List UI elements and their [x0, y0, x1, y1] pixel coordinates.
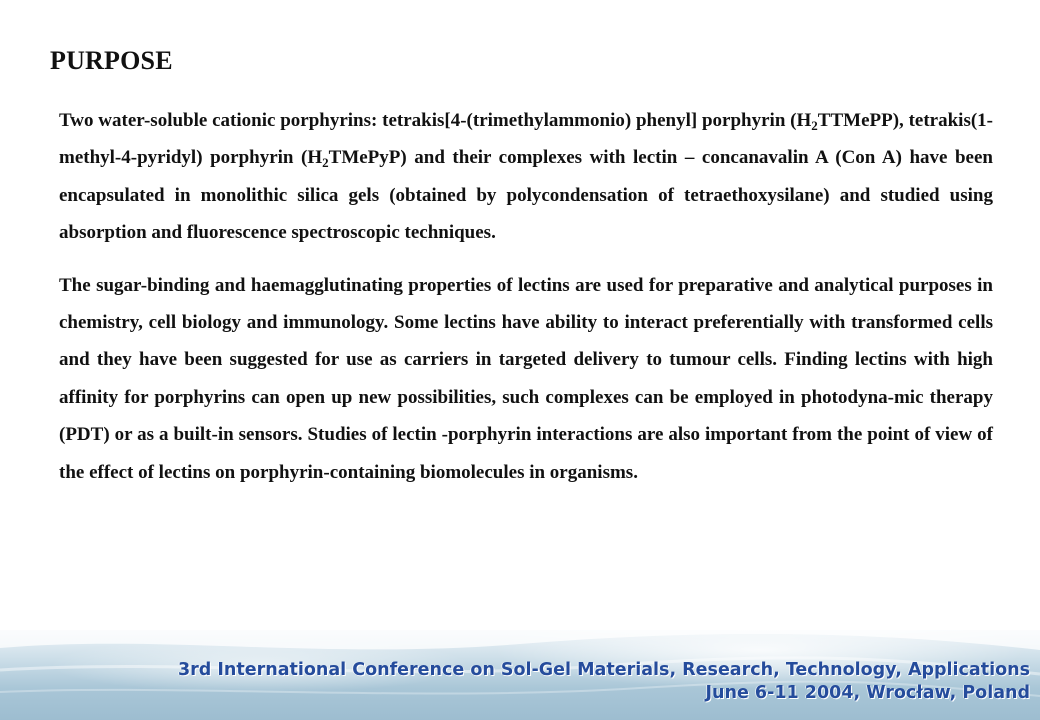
paragraph-1-part-1: Two water-soluble cationic porphyrins: tetrakis[4-(trimethylammonio) phenyl] porphyrin (H — [59, 110, 812, 131]
subscript-2: 2 — [811, 118, 818, 133]
paragraph-1-part-2: TTMePP), tetrakis(1-methyl-4-pyridyl) porphyrin (H — [59, 110, 993, 169]
paragraph-2: The sugar-binding and haemagglutinating properties of lectins are used for preparative and analytical purposes in chemistry, cell biology and immunology. Some lectins have ability to interact preferentially with transformed cells and they have been suggested for use as carriers in targeted delivery to tumour cells. Finding lectins with high affinity for porphyrins can open up new possibilities, such complexes can be employed in photodyna-mic therapy (PDT) or as a built-in sensors. Studies of lectin -porphyrin interactions are also important from the point of view of the effect of lectins on porphyrin-containing biomolecules in organisms. — [59, 274, 993, 483]
paragraph-1 — [59, 102, 993, 252]
paragraph-1-part-3: TMePyP) and their complexes with lectin – concanavalin A (Con A) have been encapsulated in monolithic silica gels (obtained by polycondensation of tetraethoxysilane) and studied using absorption and fluorescence spectroscopic techniques. — [59, 147, 993, 244]
footer-banner — [0, 630, 1040, 720]
conference-date-place: June 6-11 2004, Wrocław, Poland — [705, 683, 1030, 703]
slide-title: PURPOSE — [50, 46, 173, 75]
conference-name: 3rd International Conference on Sol-Gel Materials, Research, Technology, Applications — [177, 660, 1030, 680]
slide-body — [59, 102, 993, 491]
subscript-2: 2 — [322, 155, 329, 171]
